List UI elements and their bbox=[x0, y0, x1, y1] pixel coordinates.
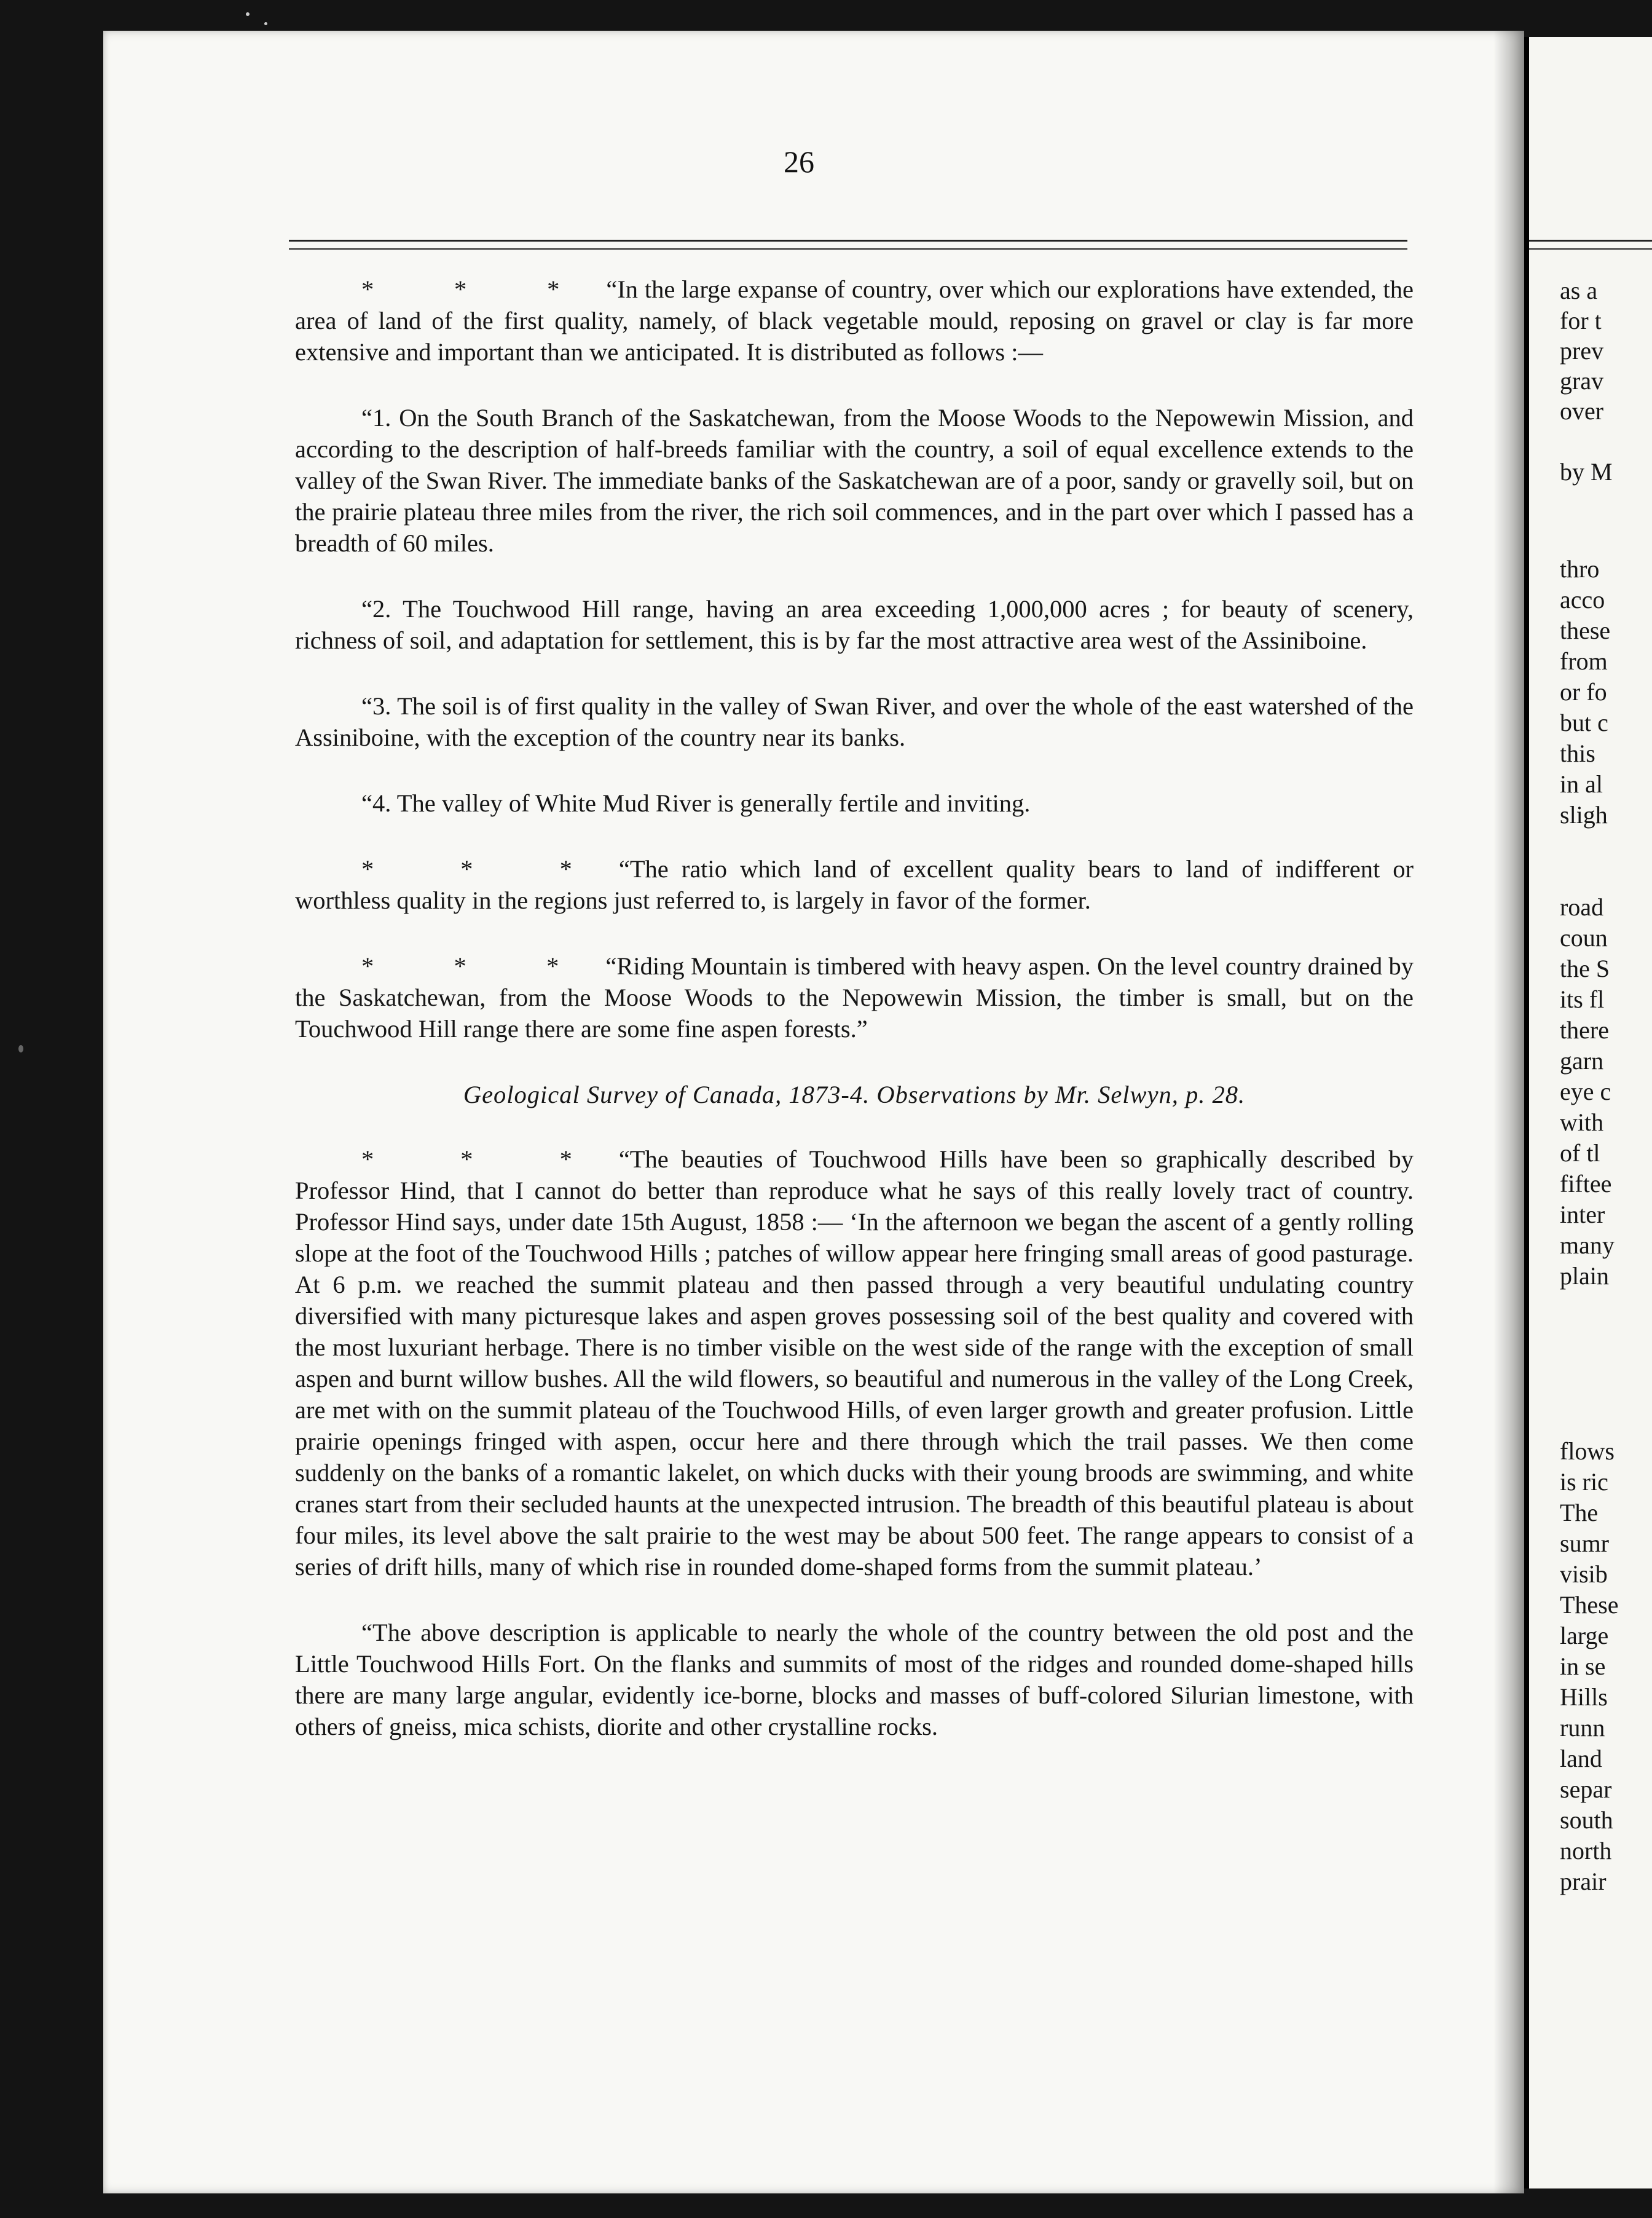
paragraph: “2. The Touchwood Hill range, having an area exceeding 1,000,000 acres ; for beauty of scenery, richness of soil, and adaptation for settlement, this is by far the most attractive area west of the Assiniboine. bbox=[295, 595, 1414, 654]
paragraph: “The above description is applicable to nearly the whole of the country between the old post and the Little Touchwood Hills Fort. On the flanks and summits of most of the ridges and rounded dome-shaped hills there are many large angular, evidently ice-borne, blocks and masses of buff-colored Silurian limestone, with others of gneiss, mica schists, diorite and other crystalline rocks. bbox=[295, 1619, 1414, 1740]
main-text bbox=[295, 274, 1414, 1742]
facing-page-line: garn bbox=[1560, 1047, 1604, 1075]
citation: Geological Survey of Canada, 1873-4. Observations by Mr. Selwyn, p. 28. bbox=[463, 1081, 1246, 1108]
facing-page-line: Hills bbox=[1560, 1683, 1608, 1711]
dust-speck bbox=[246, 12, 250, 16]
facing-page-line: sumr bbox=[1560, 1529, 1609, 1557]
facing-page-line: there bbox=[1560, 1016, 1609, 1044]
facing-page-line: land bbox=[1560, 1745, 1602, 1772]
facing-page bbox=[1529, 37, 1652, 2188]
facing-page-line: many bbox=[1560, 1231, 1615, 1259]
facing-page-line: the S bbox=[1560, 955, 1610, 982]
facing-page-line: prev bbox=[1560, 337, 1604, 365]
paragraph: * * * “The ratio which land of excellent quality bears to land of indifferent or worthless quality in the regions just referred to, is largely in favor of the former. bbox=[295, 855, 1414, 914]
facing-page-line: grav bbox=[1560, 367, 1604, 395]
facing-page-line: inter bbox=[1560, 1201, 1605, 1228]
facing-page-line: plain bbox=[1560, 1262, 1609, 1290]
facing-page-line: or fo bbox=[1560, 678, 1607, 706]
header-rule bbox=[289, 240, 1407, 242]
facing-page-line: runn bbox=[1560, 1714, 1605, 1742]
facing-page-line: coun bbox=[1560, 924, 1608, 952]
dust-speck bbox=[264, 22, 267, 25]
facing-page-line: by M bbox=[1560, 458, 1613, 486]
facing-page-line: prair bbox=[1560, 1868, 1607, 1895]
facing-page-line: flows bbox=[1560, 1437, 1615, 1465]
facing-page-line: These bbox=[1560, 1591, 1619, 1619]
facing-page-line: with bbox=[1560, 1108, 1604, 1136]
header-rule-secondary bbox=[289, 248, 1407, 250]
facing-page-line: north bbox=[1560, 1837, 1612, 1865]
facing-page-line: thro bbox=[1560, 555, 1600, 583]
page-gutter-shadow bbox=[1493, 31, 1524, 2193]
facing-page-line: in al bbox=[1560, 770, 1603, 798]
facing-page-line: these bbox=[1560, 617, 1611, 644]
facing-page-line: The bbox=[1560, 1499, 1599, 1526]
facing-page-line: in se bbox=[1560, 1652, 1606, 1680]
paragraph: “1. On the South Branch of the Saskatchewan, from the Moose Woods to the Nepowewin Mission, and according to the description of half-breeds familiar with the country, a soil of equal excellence extends to the valley of the Swan River. The immediate banks of the Saskatchewan are of a poor, sandy or gravelly soil, but on the prairie plateau three miles from the river, the rich soil commences, and in the part over which I passed has a breadth of 60 miles. bbox=[295, 404, 1414, 557]
facing-page-line: is ric bbox=[1560, 1468, 1608, 1496]
facing-page-line: south bbox=[1560, 1806, 1613, 1834]
paragraph: * * * “The beauties of Touchwood Hills have been so graphically described by Professor Hind, that I cannot do better than reproduce what he says of this really lovely tract of country. Professor Hind says, under date 15th August, 1858 :— ‘In the afternoon we began the ascent of a gently rolling slope at the foot of the Touchwood Hills ; patches of willow appear here fringing small areas of good pasturage. At 6 p.m. we reached the summit plateau and then passed through a very beautiful undulating country diversified with many picturesque lakes and aspen groves possessing soil of the best quality and covered with the most luxuriant herbage. There is no timber visible on the west side of the range with the exception of small aspen and burnt willow bushes. All the wild flowers, so beautiful and numerous in the valley of the Long Creek, are met with on the summit plateau of the Touchwood Hills, of even larger growth and greater profusion. Little prairie openings fringed with aspen, occur here and there through which the trail passes. We then come suddenly on the banks of a romantic lakelet, on which ducks with their young broods are swimming, and white cranes start from their secluded haunts at the unexpected intrusion. The breadth of this beautiful plateau is about four miles, its level above the salt prairie to the west may be about 500 feet. The range appears to consist of a series of drift hills, many of which rise in rounded dome-shaped forms from the summit plateau.’ bbox=[295, 1145, 1414, 1581]
facing-page-line: but c bbox=[1560, 709, 1608, 736]
facing-page-line: sligh bbox=[1560, 801, 1608, 829]
dust-speck bbox=[18, 1045, 23, 1052]
facing-page-line: from bbox=[1560, 647, 1608, 675]
paragraph: * * * “In the large expanse of country, over which our explorations have extended, the area of land of the first quality, namely, of black vegetable mould, reposing on gravel or clay is far more extensive and important than we anticipated. It is distributed as follows :— bbox=[295, 275, 1414, 366]
facing-page-line: over bbox=[1560, 397, 1604, 425]
paragraph: “4. The valley of White Mud River is generally fertile and inviting. bbox=[361, 789, 1031, 817]
page-number: 26 bbox=[784, 144, 814, 179]
book-spine bbox=[1524, 37, 1529, 2188]
facing-page-line: separ bbox=[1560, 1775, 1612, 1803]
facing-page-line: for t bbox=[1560, 307, 1602, 334]
facing-page-line: of tl bbox=[1560, 1139, 1600, 1167]
facing-page-rule-secondary bbox=[1529, 248, 1652, 250]
paragraph: “3. The soil is of first quality in the valley of Swan River, and over the whole of the east watershed of the Assiniboine, with the exception of the country near its banks. bbox=[295, 692, 1414, 751]
facing-page-line: visib bbox=[1560, 1560, 1608, 1588]
paragraph: * * * “Riding Mountain is timbered with heavy aspen. On the level country drained by the Saskatchewan, from the Moose Woods to the Nepowewin Mission, the timber is small, but on the Touchwood Hill range there are some fine aspen forests.” bbox=[295, 952, 1414, 1043]
facing-page-line: eye c bbox=[1560, 1078, 1611, 1105]
facing-page-line: large bbox=[1560, 1622, 1609, 1649]
facing-page-rule bbox=[1529, 240, 1652, 242]
facing-page-line: this bbox=[1560, 740, 1595, 767]
facing-page-line: fiftee bbox=[1560, 1170, 1612, 1198]
facing-page-line: road bbox=[1560, 893, 1604, 921]
facing-page-line: as a bbox=[1560, 277, 1598, 304]
facing-page-line: acco bbox=[1560, 586, 1605, 614]
facing-page-line: its fl bbox=[1560, 985, 1605, 1013]
